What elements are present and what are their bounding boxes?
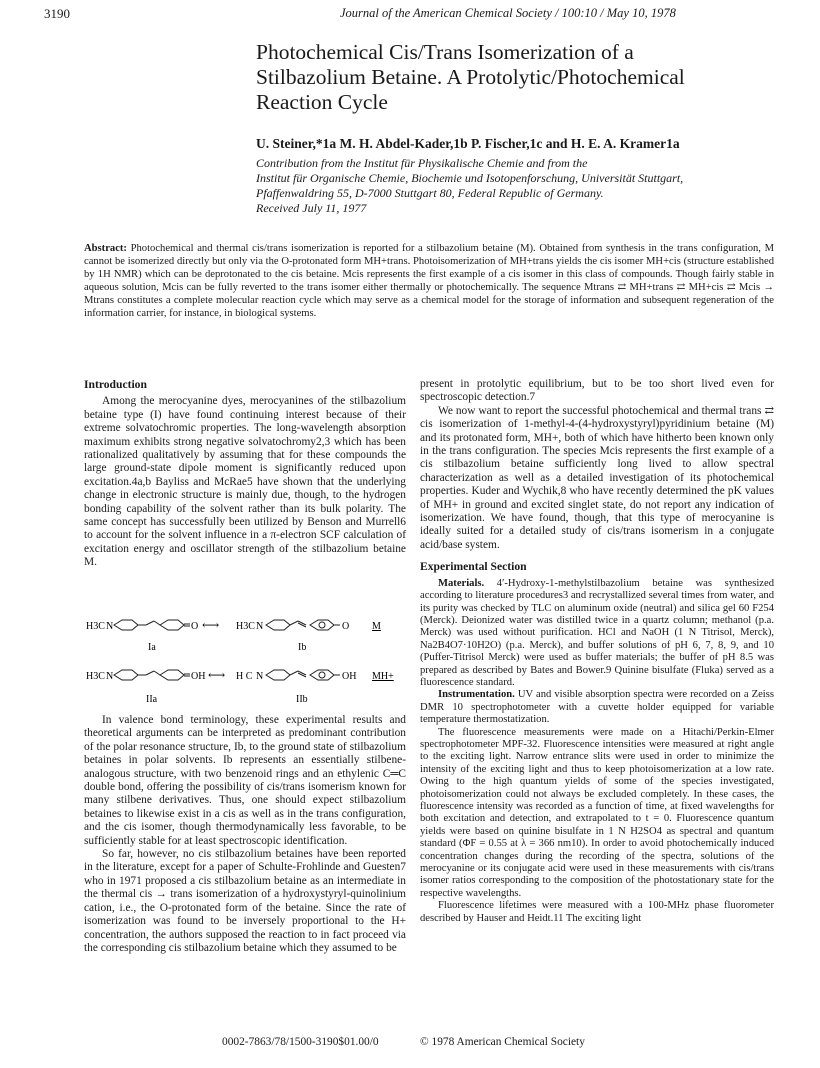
Ib-oxygen: O: [342, 621, 350, 632]
page-number: 3190: [44, 6, 70, 21]
Ib-nitrogen: N: [256, 621, 264, 632]
resonance-arrow-1: ⟷: [202, 618, 220, 632]
abstract-label: Abstract:: [84, 243, 127, 254]
right-paragraph-1: present in protolytic equilibrium, but to be too short lived even for spectroscopic detection.7: [420, 378, 774, 404]
article-title: [256, 40, 776, 115]
instrumentation-paragraph: [420, 689, 774, 726]
species-M: M: [372, 621, 381, 632]
affiliation-line-1: Contribution from the Institut für Physikalische Chemie and from the: [256, 156, 588, 170]
right-column: [420, 378, 774, 925]
label-IIb: IIb: [296, 694, 308, 705]
materials-paragraph: [420, 578, 774, 690]
title-line-1: Photochemical Cis/Trans Isomerization of a: [256, 40, 634, 64]
Ia-nitrogen: N: [106, 621, 114, 632]
bond-Ib-3: [298, 623, 306, 627]
structure-IIb: [266, 670, 340, 680]
Ib-prefix: H3C: [236, 621, 255, 632]
structure-IIa: [114, 670, 190, 680]
IIa-prefix: H3C: [86, 671, 105, 682]
pyridine-ring-Ia: [114, 620, 138, 630]
affiliation-line-2: Institut für Organische Chemie, Biochemie und Isotopenforschung, Universität Stuttgart,: [256, 171, 684, 185]
bond-Ia-3: [154, 621, 160, 625]
intro-paragraph-3: So far, however, no cis stilbazolium betaines have been reported in the literature, except for a paper of Schulte-Frohlinde and Guesten7 who in 1971 proposed a cis stilbazolium betaine as an intermediate in the thermal cis → trans isomerization of a hydroxystyryl-quinolinium cation, i.e., the O-protonated form of the betaine. Since the rate of isomerization was found to be inversely proportional to the H+ concentration, the authors supposed the reaction to in fact proceed via the corresponding cis stilbazolium betaine which they assumed to be: [84, 848, 406, 954]
Ia-prefix: H3C: [86, 621, 105, 632]
instrumentation-text: UV and visible absorption spectra were recorded on a Zeiss DMR 10 spectrophotometer with a cuvette holder equipped for variable temperature thermostatization.: [420, 689, 774, 726]
species-MH: MH+: [372, 671, 394, 682]
materials-text: 4′-Hydroxy-1-methylstilbazolium betaine was synthesized according to literature procedures3 and recrystallized several times from water, and its purity was checked by TLC on aluminum oxide (neutral) and silica gel 60 F254 (Merck). Deionized water was distilled twice in a quartz column; methanol (p.a. Merck) was used without purification. HCl and NaOH (1 N Titrisol, Merck), Na2B4O7·10H2O) (p.a. Merck), and buffer solutions of pH 6, 7, 8, 9, and 10 (Puffer-Titrisol Merck) were used as buffer materials; the buffer of pH 8.5 was prepared as described by Bates and Bower.9 Quinine bisulfate (Fluka) served as a fluorescence standard.: [420, 577, 774, 688]
IIa-hydroxyl: OH: [191, 671, 206, 682]
IIa-nitrogen: N: [106, 671, 114, 682]
label-IIa: IIa: [146, 694, 158, 705]
experimental-heading: Experimental Section: [420, 560, 527, 574]
introduction-column-top: [84, 378, 406, 570]
pyridinium-ring-Ib: [266, 620, 290, 630]
bond-Ib-1: [290, 621, 298, 625]
author-list: U. Steiner,*1a M. H. Abdel-Kader,1b P. Fischer,1c and H. E. A. Kramer1a: [256, 136, 680, 151]
instrumentation-label: Instrumentation.: [438, 689, 515, 701]
label-Ib: Ib: [298, 642, 307, 653]
quinoid-ring-Ia: [160, 620, 184, 630]
materials-label: Materials.: [438, 577, 485, 589]
bond-Ia-2: [146, 621, 154, 625]
right-paragraph-2: We now want to report the successful photochemical and thermal trans ⇄ cis isomerization of 1-methyl-4-(4-hydroxystyryl)pyridinium betaine (M) and its protonated form, MH+, both of which have hitherto been known only in the trans configuration. The species Mcis represents the first example of a cis stilbazolium betaine sufficiently long lived to allow spectral characterization as well as a detailed investigation of its photochemical properties. Kuder and Wychik,8 who have recently determined the pK values of MH+ in ground and excited singlet state, do not report any indication of isomerization. We have found, though, that this type of merocyanine is ideally suited for a detailed study of cis/trans isomerism in a conjugate acid/base system.: [420, 404, 774, 551]
bond-IIa-2: [146, 671, 154, 675]
bond-IIa-3: [154, 671, 160, 675]
resonance-scheme: [84, 612, 410, 712]
IIb-prefix: H C: [236, 671, 253, 682]
label-Ia: Ia: [148, 642, 156, 653]
footer-copyright: © 1978 American Chemical Society: [420, 1036, 585, 1048]
pyridinium-ring-IIb: [266, 670, 290, 680]
title-line-3: Reaction Cycle: [256, 90, 388, 114]
IIb-nitrogen: N: [256, 671, 264, 682]
Ia-oxygen: O: [191, 621, 199, 632]
title-line-2: Stilbazolium Betaine. A Protolytic/Photochemical: [256, 65, 685, 89]
footer-code: 0002-7863/78/1500-3190$01.00/0: [222, 1036, 379, 1048]
abstract-text: Photochemical and thermal cis/trans isomerization is reported for a stilbazolium betaine (M). Obtained from synthesis in the trans configuration, M cannot be isomerized directly but only via the O-protonated form MH+trans. Photoisomerization of MH+trans yields the cis isomer MH+cis (structure established by 1H NMR) which can be deprotonated to the cis betaine. Mcis represents the first example of a cis isomer in this class of compounds. Though fairly stable in aqueous solution, Mcis can be fully reverted to the trans isomer either thermally or photochemically. The sequence Mtrans ⇄ MH+trans ⇄ MH+cis ⇄ Mcis → Mtrans constitutes a complete molecular reaction cycle which may serve as a chemical model for the storage of information and subsequent regeneration of the information carrier, for instance, in biological systems.: [84, 243, 774, 319]
resonance-arrow-2: ⟷: [208, 668, 226, 682]
abstract: [84, 242, 774, 320]
running-header: Journal of the American Chemical Society / 100:10 / May 10, 1978: [340, 6, 676, 20]
bond-IIb-2: [298, 671, 306, 675]
aromatic-circle-Ib: [319, 622, 325, 628]
quinoid-ring-IIa: [160, 670, 184, 680]
lifetime-paragraph: Fluorescence lifetimes were measured with a 100-MHz phase fluorometer described by Hauser and Heidt.11 The exciting light: [420, 900, 774, 924]
bond-IIb-3: [298, 673, 306, 677]
pyridine-ring-IIa: [114, 670, 138, 680]
structure-Ib: [266, 620, 340, 630]
bond-Ib-2: [298, 621, 306, 625]
introduction-heading: Introduction: [84, 378, 147, 391]
bond-IIb-1: [290, 671, 298, 675]
intro-paragraph-1: Among the merocyanine dyes, merocyanines of the stilbazolium betaine type (I) have found continuing interest because of their extreme solvatochromic properties. The long-wavelength absorption maximum exhibits strong negative solvatochromy2,3 which has been rationalized qualitatively by assuming that for these compounds the large ground-state dipole moment is significantly reduced upon excitation.4a,b Bayliss and McRae5 have shown that the underlying change in electronic structure is mainly due, though, to the hydrogen bonding capability of the solvent rather than its bulk polarity. The same concept has successfully been utilized by Benson and Murrell6 to account for the solvent influence in a π-electron SCF calculation of excitation energy and oscillator strength of the stilbazolium betaine M.: [84, 395, 406, 569]
intro-paragraph-2: In valence bond terminology, these experimental results and theoretical arguments can be interpreted as predominant contribution of the polar resonance structure, Ib, to the ground state of stilbazolium betaines in polar solvents. Ib represents an essentially stilbene-analogous structure, with two benzenoid rings and an ethylenic C═C double bond, offering the possibility of cis/trans isomerism known for many stilbene derivatives. Thus, one should expect stilbazolium betaines to likewise exist in a cis as well as in the trans configuration, and the cis isomer, though thermodynamically less favorable, to be sufficiently stable for at least spectroscopic identification.: [84, 714, 406, 847]
structure-Ia: [114, 620, 190, 630]
IIb-hydroxyl: OH: [342, 671, 357, 682]
received-date: Received July 11, 1977: [256, 201, 367, 215]
affiliation-line-3: Pfaffenwaldring 55, D-7000 Stuttgart 80, Federal Republic of Germany.: [256, 186, 604, 200]
aromatic-circle-IIb: [319, 672, 325, 678]
fluorescence-paragraph: The fluorescence measurements were made on a Hitachi/Perkin-Elmer spectrophotometer MPF-32. Fluorescence intensities were measured at right angle to the exciting light. Narrow entrance slits were used in order to minimize the intensity of the exciting light and thus to keep photoisomerization at a low rate. Owing to the high quantum yields of some of the species investigated, photoisomerization could not always be excluded completely. In these cases, the fluorescence intensity was recorded as a function of time, at fixed wavelengths for both excitation and detection, and extrapolated to t = 0. Fluorescence quantum yields were based on quinine bisulfate in 1 N H2SO4 as spectral and quantum standard (ΦF = 0.55 at λ = 366 nm10). In order to avoid photochemically induced concentration changes during the recording of the spectra, solutions of the merocyanine or its conjugate acid were used in these measurements with cis/trans isomer ratios corresponding to the composition of the photostationary state for the respective wavelengths.: [420, 726, 774, 899]
affiliation: [256, 156, 796, 216]
introduction-column-bottom: [84, 714, 406, 955]
